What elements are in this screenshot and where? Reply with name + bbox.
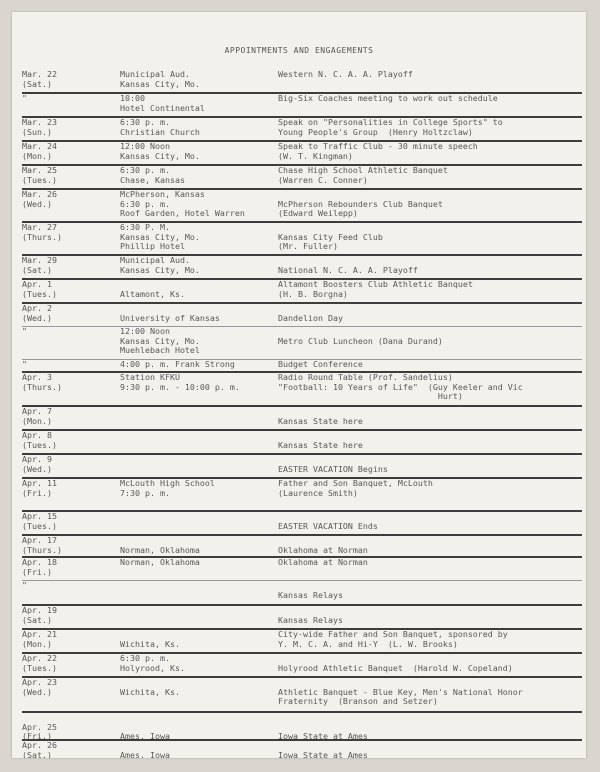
location-cell-line: Norman, Oklahoma (120, 557, 200, 567)
date-cell-line: (Tues.) (22, 288, 57, 299)
date-cell-line: (Tues.) (22, 520, 57, 531)
date-cell-line: Apr. 25 (22, 721, 57, 732)
description-cell (278, 327, 578, 346)
description-cell-line: Metro Club Luncheon (Dana Durand) (278, 335, 443, 346)
description-cell-line: Iowa State at Ames (278, 749, 368, 758)
description-cell (278, 142, 578, 161)
date-cell-line: (Wed.) (22, 686, 52, 697)
location-cell-line: Kansas City, Mo. (120, 150, 200, 161)
date-cell-line: Apr. 18 (22, 557, 57, 567)
date-cell-line: (Sat.) (22, 614, 52, 625)
date-cell (22, 360, 116, 370)
location-cell-line (120, 581, 284, 591)
location-cell-line: Wichita, Ks. (120, 686, 180, 697)
description-cell-line: Speak on "Personalities in College Sports" to (278, 117, 503, 127)
location-cell (120, 256, 284, 275)
location-cell-line: Kansas City, Mo. (120, 264, 200, 275)
description-cell (278, 581, 578, 600)
description-cell-line: Western N. C. A. A. Playoff (278, 69, 413, 79)
location-cell-line: McPherson, Kansas (120, 189, 205, 199)
date-cell (22, 166, 116, 185)
description-cell-line: Kansas State here (278, 415, 363, 426)
description-cell (278, 190, 578, 219)
date-cell (22, 558, 116, 577)
description-cell-line: (Warren C. Conner) (278, 174, 368, 185)
engagement-row (22, 118, 582, 142)
engagement-row (22, 713, 582, 741)
date-cell (22, 327, 116, 337)
location-cell-line: University of Kansas (120, 312, 220, 323)
location-cell (120, 654, 284, 673)
description-cell-line: (Edward Weilepp) (278, 208, 358, 219)
description-cell-line: EASTER VACATION Ends (278, 520, 378, 531)
date-cell-line: Apr. 15 (22, 511, 57, 521)
location-cell (120, 431, 284, 441)
description-cell (278, 256, 578, 275)
description-cell (278, 360, 578, 370)
description-cell (278, 70, 578, 80)
engagement-row (22, 455, 582, 479)
date-cell-line: Apr. 21 (22, 629, 57, 639)
location-cell-line: Municipal Aud. (120, 69, 190, 79)
date-cell (22, 223, 116, 242)
location-cell (120, 455, 284, 465)
description-cell-line (278, 713, 578, 723)
engagement-row (22, 479, 582, 512)
description-cell (278, 558, 578, 568)
date-cell-line: (Wed.) (22, 312, 52, 323)
description-cell-line: City-wide Father and Son Banquet, sponsored by (278, 629, 508, 639)
description-cell-line: Chase High School Athletic Banquet (278, 165, 448, 175)
location-cell-line (120, 606, 284, 616)
description-cell (278, 455, 578, 474)
date-cell-line: Apr. 8 (22, 430, 52, 440)
date-cell-line: Apr. 11 (22, 478, 57, 488)
date-cell (22, 678, 116, 697)
location-cell (120, 166, 284, 185)
date-cell-line: (Fri.) (22, 566, 52, 577)
engagement-row (22, 190, 582, 223)
location-cell-line: Chase, Kansas (120, 174, 185, 185)
engagement-row (22, 142, 582, 166)
location-cell-line (120, 455, 284, 465)
date-cell-line: Mar. 27 (22, 222, 57, 232)
date-cell-line: (Thurs.) (22, 381, 62, 392)
date-cell-line: Apr. 19 (22, 605, 57, 615)
description-cell-line: McPherson Rebounders Club Banquet (278, 198, 443, 209)
description-cell (278, 678, 578, 707)
engagement-row (22, 327, 582, 360)
date-cell-line: (Mon.) (22, 415, 52, 426)
engagement-row (22, 741, 582, 758)
location-cell-line: Municipal Aud. (120, 255, 190, 265)
description-cell-line: Holyrood Athletic Banquet (Harold W. Copeland) (278, 662, 513, 673)
location-cell (120, 678, 284, 697)
date-cell-line: " (22, 326, 27, 336)
description-cell (278, 713, 578, 742)
date-cell-line: (Wed.) (22, 198, 52, 209)
location-cell-line: Station KFKU (120, 372, 180, 382)
location-cell-line: 10:00 (120, 93, 145, 103)
location-cell (120, 512, 284, 522)
location-cell (120, 304, 284, 323)
date-cell-line: Apr. 9 (22, 454, 52, 464)
description-cell-line: Young People's Group (Henry Holtzclaw) (278, 126, 473, 137)
description-cell (278, 166, 578, 185)
engagement-row (22, 256, 582, 280)
engagement-row (22, 630, 582, 654)
location-cell (120, 94, 284, 113)
date-cell-line: " (22, 359, 27, 369)
date-cell (22, 373, 116, 392)
date-cell-line: Apr. 1 (22, 279, 52, 289)
location-cell-line: Ames, Iowa (120, 731, 170, 742)
location-cell (120, 327, 284, 356)
date-cell-line: (Wed.) (22, 463, 52, 474)
location-cell (120, 630, 284, 649)
date-cell-line: Mar. 24 (22, 141, 57, 151)
engagement-row (22, 606, 582, 630)
location-cell-line: McLouth High School (120, 478, 215, 488)
engagement-row (22, 581, 582, 606)
date-cell (22, 654, 116, 673)
date-cell-line: (Fri.) (22, 731, 52, 742)
location-cell-line: 6:30 p. m. (120, 653, 170, 663)
location-cell (120, 741, 284, 758)
date-cell (22, 741, 116, 758)
location-cell-line: Wichita, Ks. (120, 638, 180, 649)
location-cell (120, 373, 284, 392)
location-cell-line: 6:30 p. m. (120, 117, 170, 127)
date-cell (22, 407, 116, 426)
description-cell (278, 431, 578, 450)
description-cell-line: (Laurence Smith) (278, 487, 358, 498)
date-cell-line: Apr. 22 (22, 653, 57, 663)
description-cell (278, 304, 578, 323)
engagement-row (22, 407, 582, 431)
location-cell-line (120, 407, 284, 417)
engagement-row (22, 558, 582, 581)
date-cell-line: Apr. 23 (22, 677, 57, 687)
description-cell-line: (H. B. Borgna) (278, 288, 348, 299)
date-cell-line: (Tues.) (22, 662, 57, 673)
date-cell-line: Mar. 23 (22, 117, 57, 127)
description-cell-line: EASTER VACATION Begins (278, 463, 388, 474)
description-cell (278, 630, 578, 649)
engagement-row (22, 223, 582, 256)
location-cell (120, 558, 284, 568)
date-cell-line: Apr. 26 (22, 740, 57, 750)
engagement-list (22, 70, 582, 758)
location-cell-line: Altamont, Ks. (120, 288, 185, 299)
date-cell (22, 142, 116, 161)
engagement-row (22, 678, 582, 713)
description-cell-line: Oklahoma at Norman (278, 557, 368, 567)
date-cell (22, 70, 116, 89)
date-cell (22, 431, 116, 450)
location-cell (120, 606, 284, 616)
description-cell-line: Father and Son Banquet, McLouth (278, 478, 433, 488)
date-cell-line: Apr. 7 (22, 406, 52, 416)
date-cell (22, 713, 116, 742)
description-cell (278, 407, 578, 426)
location-cell (120, 190, 284, 219)
description-cell-line: Y. M. C. A. and Hi-Y (L. W. Brooks) (278, 638, 458, 649)
description-cell (278, 94, 578, 104)
description-cell (278, 654, 578, 673)
description-cell-line: Speak to Traffic Club - 30 minute speech (278, 141, 478, 151)
date-cell-line: Apr. 2 (22, 303, 52, 313)
date-cell-line: (Sat.) (22, 78, 52, 89)
date-cell-line: (Tues.) (22, 439, 57, 450)
engagement-row (22, 536, 582, 558)
engagement-row (22, 431, 582, 455)
location-cell-line (120, 431, 284, 441)
engagement-row (22, 70, 582, 94)
location-cell-line: Kansas City, Mo. (120, 231, 200, 242)
description-cell (278, 606, 578, 625)
engagement-row (22, 512, 582, 536)
location-cell-line: 7:30 p. m. (120, 487, 170, 498)
date-cell (22, 455, 116, 474)
date-cell-line: Mar. 29 (22, 255, 57, 265)
location-cell-line: Hotel Continental (120, 102, 205, 113)
description-cell (278, 479, 578, 498)
location-cell-line (120, 713, 284, 723)
location-cell (120, 142, 284, 161)
date-cell-line: " (22, 580, 27, 590)
location-cell-line: 9:30 p. m. - 10:00 p. m. (120, 381, 240, 392)
date-cell (22, 280, 116, 299)
location-cell (120, 118, 284, 137)
location-cell-line: Holyrood, Ks. (120, 662, 185, 673)
description-cell-line: National N. C. A. A. Playoff (278, 264, 418, 275)
date-cell-line: (Thurs.) (22, 544, 62, 555)
date-cell-line: Mar. 22 (22, 69, 57, 79)
date-cell (22, 118, 116, 137)
engagement-row (22, 304, 582, 327)
description-cell-line: Kansas State here (278, 439, 363, 450)
date-cell-line: (Thurs.) (22, 231, 62, 242)
location-cell-line: 6:30 p. m. (120, 198, 170, 209)
description-cell-line: Hurt) (278, 391, 463, 402)
description-cell-line: (Mr. Fuller) (278, 241, 338, 252)
date-cell (22, 581, 116, 591)
date-cell (22, 536, 116, 555)
location-cell-line: 6:30 P. M. (120, 222, 170, 232)
location-cell-line: 12:00 Noon (120, 326, 170, 336)
description-cell-line: Dandelion Day (278, 312, 343, 323)
location-cell-line: Christian Church (120, 126, 200, 137)
date-cell (22, 190, 116, 209)
date-cell-line: (Tues.) (22, 174, 57, 185)
engagement-row (22, 280, 582, 304)
date-cell-line: " (22, 93, 27, 103)
description-cell-line: (W. T. Kingman) (278, 150, 353, 161)
description-cell-line: Kansas Relays (278, 614, 343, 625)
location-cell (120, 713, 284, 742)
location-cell-line: 6:30 p. m. (120, 165, 170, 175)
date-cell (22, 304, 116, 323)
date-cell-line: (Mon.) (22, 638, 52, 649)
date-cell (22, 606, 116, 625)
description-cell-line: Big-Six Coaches meeting to work out schedule (278, 93, 498, 103)
description-cell-line: Altamont Boosters Club Athletic Banquet (278, 279, 473, 289)
engagement-row (22, 373, 582, 407)
date-cell (22, 256, 116, 275)
location-cell (120, 70, 284, 89)
location-cell-line: 4:00 p. m. Frank Strong (120, 359, 235, 369)
location-cell (120, 536, 284, 555)
page-title: APPOINTMENTS AND ENGAGEMENTS (224, 46, 374, 55)
location-cell (120, 360, 284, 370)
engagement-row (22, 94, 582, 118)
location-cell-line: Ames, Iowa (120, 749, 170, 758)
location-cell (120, 479, 284, 498)
description-cell-line: "Football: 10 Years of Life" (Guy Keeler and Vic (278, 381, 523, 392)
date-cell-line: (Mon.) (22, 150, 52, 161)
description-cell (278, 280, 578, 299)
date-cell-line: (Sat.) (22, 749, 52, 758)
date-cell-line: (Sat.) (22, 264, 52, 275)
description-cell-line: Kansas City Feed Club (278, 231, 383, 242)
description-cell-line: Fraternity (Branson and Setzer) (278, 696, 438, 707)
date-cell-line: Apr. 17 (22, 535, 57, 545)
date-cell (22, 512, 116, 531)
date-cell-line: Apr. 3 (22, 372, 52, 382)
description-cell-line: Radio Round Table (Prof. Sandelius) (278, 372, 453, 382)
location-cell (120, 280, 284, 299)
date-cell-line: Mar. 25 (22, 165, 57, 175)
date-cell (22, 630, 116, 649)
description-cell-line: Budget Conference (278, 359, 363, 369)
location-cell (120, 407, 284, 417)
engagement-row (22, 166, 582, 190)
description-cell (278, 512, 578, 531)
location-cell (120, 581, 284, 591)
location-cell-line: Kansas City, Mo. (120, 78, 200, 89)
location-cell-line (120, 512, 284, 522)
description-cell (278, 536, 578, 555)
location-cell-line: Norman, Oklahoma (120, 544, 200, 555)
date-cell-line: (Fri.) (22, 487, 52, 498)
location-cell-line: 12:00 Noon (120, 141, 170, 151)
description-cell-line: Oklahoma at Norman (278, 544, 368, 555)
location-cell-line: Phillip Hotel (120, 241, 185, 252)
description-cell-line: Iowa State at Ames (278, 731, 368, 742)
description-cell-line: Athletic Banquet - Blue Key, Men's National Honor (278, 686, 523, 697)
description-cell-line: Kansas Relays (278, 589, 343, 600)
location-cell-line: Muehlebach Hotel (120, 345, 200, 356)
engagement-row (22, 654, 582, 678)
location-cell-line: Roof Garden, Hotel Warren (120, 208, 245, 219)
date-cell (22, 94, 116, 104)
location-cell (120, 223, 284, 252)
location-cell-line: Kansas City, Mo. (120, 335, 200, 346)
document-page (12, 12, 586, 758)
date-cell-line: Mar. 26 (22, 189, 57, 199)
description-cell (278, 223, 578, 252)
description-cell (278, 118, 578, 137)
description-cell (278, 373, 578, 402)
date-cell-line: (Sun.) (22, 126, 52, 137)
description-cell (278, 741, 578, 758)
date-cell (22, 479, 116, 498)
